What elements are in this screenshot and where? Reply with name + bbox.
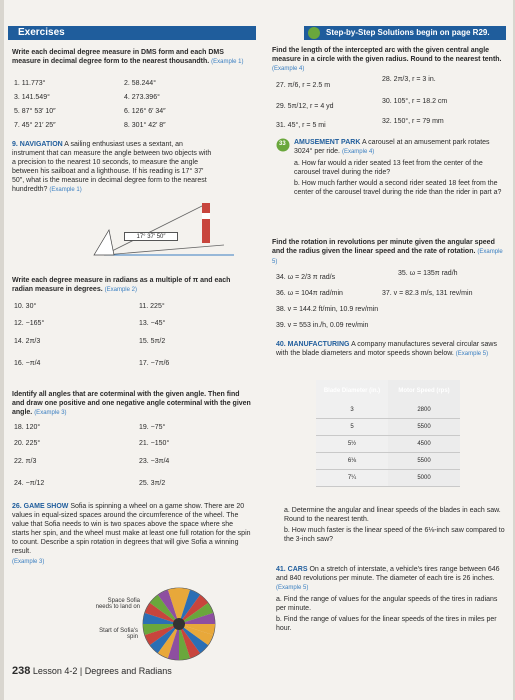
exercise-27: 27. π/6, r = 2.5 m <box>276 82 331 89</box>
exercises-title: Exercises <box>18 27 65 38</box>
table-row <box>316 419 460 436</box>
exercise-29: 29. 5π/12, r = 4 yd <box>276 103 334 110</box>
exercise-32: 32. 150°, r = 79 mm <box>382 118 444 125</box>
table-row <box>316 453 460 470</box>
exercise-1: 1. 11.773° <box>14 80 46 87</box>
exercise-23: 23. −3π/4 <box>139 458 170 465</box>
blade-diameter-header: Blade Diameter (in.) <box>316 380 388 402</box>
table-cell: 5½ <box>316 436 388 452</box>
page-number: 238 <box>12 665 31 677</box>
exercise-11: 11. 225° <box>139 303 165 310</box>
step-icon <box>308 27 320 39</box>
sailboat-lighthouse-figure <box>74 195 244 265</box>
manufacturing-problem: 40. MANUFACTURING A company manufactures several circular saws with the blade diameters and motor speeds shown below. (Example 5) <box>276 341 497 358</box>
exercise-16: 16. −π/4 <box>14 360 41 367</box>
table-row <box>316 402 460 419</box>
table-cell: 5500 <box>388 419 460 435</box>
manufacturing-parts: a. Determine the angular and linear speeds of the blades in each saw. Round to the nearest tenth. b. How much faster is the linear speed of the 6⅛-inch saw compared to the 3-inch saw? <box>284 507 505 544</box>
sextant-reading-label: 17° 37′ 50″ <box>124 232 178 241</box>
table-cell: 5500 <box>388 453 460 469</box>
exercise-39: 39. v = 553 in./h, 0.09 rev/min <box>276 322 369 329</box>
exercise-5: 5. 87° 53′ 10″ <box>14 108 56 115</box>
exercise-6: 6. 126° 6′ 34″ <box>124 108 166 115</box>
table-row <box>316 436 460 453</box>
exercise-22: 22. π/3 <box>14 458 37 465</box>
exercise-13: 13. −45° <box>139 320 166 327</box>
exercise-24: 24. −π/12 <box>14 480 45 487</box>
exercise-35: 35. ω = 135π rad/h <box>398 270 458 277</box>
wheel-label-target: Space Sofia needs to land on <box>95 598 140 610</box>
page-footer <box>12 665 172 677</box>
coterminal-instructions: Identify all angles that are coterminal with the given angle. Then find and draw one positive and one negative angle coterminal with the given angle. (Example 3) <box>12 391 251 417</box>
exercise-2: 2. 58.244° <box>124 80 156 87</box>
exercise-21: 21. −150° <box>139 440 170 447</box>
table-cell: 2800 <box>388 402 460 418</box>
wheel-label-start: Start of Sofia's spin <box>99 628 138 640</box>
rotation-instructions: Find the rotation in revolutions per minute given the angular speed and the radius given the linear speed and the rate of rotation. (Example 5) <box>272 239 503 265</box>
table-cell: 5 <box>316 419 388 435</box>
cars-problem: 41. CARS On a stretch of interstate, a vehicle's tires range between 646 and 840 revolutions per minute. The diameter of each tire is 26 inches. (Example 5) a. Find the range of values for the angular speeds of the tires in radians per minute. b. Find the range of values for the linear speeds of the tires in miles per hour. <box>276 566 500 633</box>
exercise-36: 36. ω = 104π rad/min <box>276 290 343 297</box>
exercise-7: 7. 45° 21′ 25″ <box>14 122 56 129</box>
exercise-14: 14. 2π/3 <box>14 338 41 345</box>
solutions-note: Step-by-Step Solutions begin on page R29. <box>326 28 490 37</box>
table-cell: 3 <box>316 402 388 418</box>
table-cell: 5000 <box>388 470 460 486</box>
radian-instructions: Write each degree measure in radians as a multiple of π and each radian measure in degrees. (Example 2) <box>12 277 231 294</box>
table-cell: 4500 <box>388 436 460 452</box>
exercise-33-number: 33 <box>279 141 286 147</box>
exercise-17: 17. −7π/6 <box>139 360 170 367</box>
saw-table-header <box>316 380 460 402</box>
motor-speed-header: Motor Speed (rps) <box>388 380 460 402</box>
exercise-31: 31. 45°, r = 5 mi <box>276 122 326 129</box>
game-show-problem: 26. GAME SHOW Sofia is spinning a wheel on a game show. There are 20 values in equal-sized spaces around the circumference of the wheel. The value that Sofia needs to win is two spaces above the space where she starts her spin, and the wheel must make at least one full rotation for the spin to count. Describe a spin rotation in degrees that will give Sofia a winning result. (Example 3) <box>12 503 251 565</box>
exercise-20: 20. 225° <box>14 440 41 447</box>
dms-instructions: Write each decimal degree measure in DMS form and each DMS measure in decimal degree form to the nearest thousandth. (Example 1) <box>12 49 244 66</box>
exercise-38: 38. v = 144.2 ft/min, 10.9 rev/min <box>276 306 379 313</box>
exercise-18: 18. 120° <box>14 424 41 431</box>
exercise-4: 4. 273.396° <box>124 94 160 101</box>
exercise-15: 15. 5π/2 <box>139 338 166 345</box>
exercise-37: 37. v = 82.3 m/s, 131 rev/min <box>382 290 473 297</box>
exercise-10: 10. 30° <box>14 303 37 310</box>
exercise-3: 3. 141.549° <box>14 94 50 101</box>
exercise-8: 8. 301° 42′ 8″ <box>124 122 166 129</box>
exercise-12: 12. −165° <box>14 320 45 327</box>
game-wheel-figure <box>139 585 219 663</box>
page-header <box>4 26 513 40</box>
lesson-title: Lesson 4-2 | Degrees and Radians <box>32 666 172 676</box>
exercise-19: 19. −75° <box>139 424 166 431</box>
exercise-30: 30. 105°, r = 18.2 cm <box>382 98 448 105</box>
table-cell: 7¼ <box>316 470 388 486</box>
navigation-problem: 9. NAVIGATION A sailing enthusiast uses a sextant, an instrument that can measure the angle between two objects with a precision to the nearest 10 seconds, to measure the angle between his sailboat and a lighthouse. If his reading is 17° 37′ 50″, what is the measure in decimal degree form to the nearest hundredth? (Example 1) <box>12 141 212 194</box>
exercise-28: 28. 2π/3, r = 3 in. <box>382 76 436 83</box>
textbook-page <box>4 0 513 700</box>
saw-table <box>316 380 460 487</box>
exercise-25: 25. 3π/2 <box>139 480 166 487</box>
exercise-34: 34. ω = 2/3 π rad/s <box>276 274 336 281</box>
table-cell: 6⅛ <box>316 453 388 469</box>
table-row <box>316 470 460 487</box>
arc-instructions: Find the length of the intercepted arc with the given central angle measure in a circle with the given radius. Round to the nearest tenth. (Example 4) <box>272 47 502 73</box>
amusement-park-problem: AMUSEMENT PARK A carousel at an amusement park rotates 3024° per ride. (Example 4) a. How far would a rider seated 13 feet from the center of the carousel travel during the ride? b. How much farther would a second rider seated 18 feet from the center of the carousel travel during the ride than the rider in part a? <box>294 139 502 197</box>
